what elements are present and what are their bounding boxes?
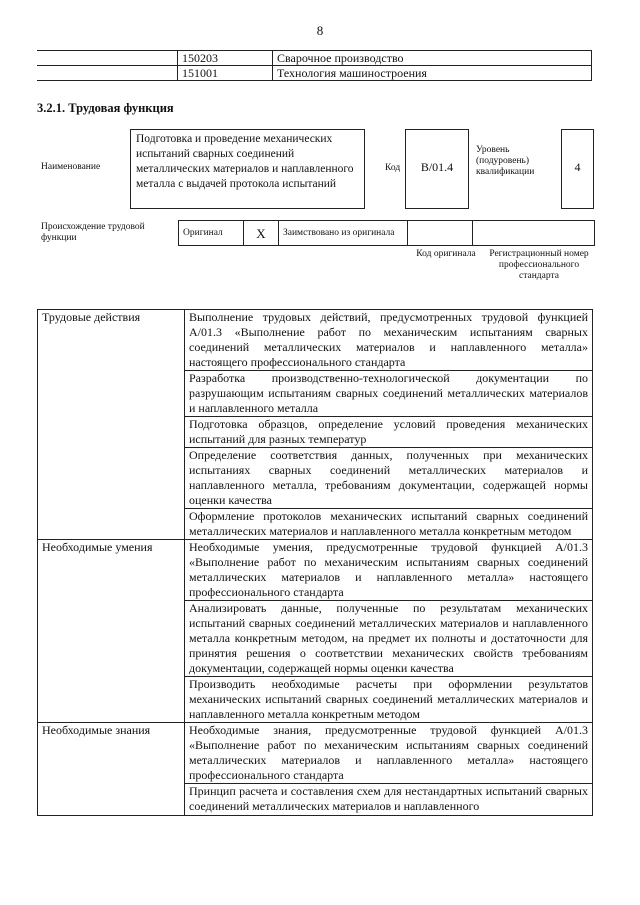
- origin-code-cell: [408, 221, 473, 246]
- level-label: Уровень (подуровень) квалификации: [476, 145, 535, 177]
- function-details-table: [37, 309, 593, 816]
- specialty-code: 150203: [178, 51, 273, 66]
- empty-cell: [37, 66, 178, 81]
- reg-number-label: Регистрационный номер профессионального стандарта: [489, 249, 589, 281]
- origin-table: [178, 220, 595, 246]
- table-row: [38, 723, 593, 784]
- function-name: Подготовка и проведение механических испытаний сварных соединений металлических материалов и наплавленного металла с выдачей протокола испытаний: [130, 129, 365, 209]
- list-item: Оформление протоколов механических испытаний сварных соединений металлических материалов и наплавленного металла конкретным методом: [185, 509, 593, 540]
- origin-label: Происхождение трудовой функции: [41, 222, 145, 243]
- code-label: Код: [385, 163, 401, 173]
- section-title: 3.2.1. Трудовая функция: [37, 101, 174, 115]
- row-header-knowledge: Необходимые знания: [38, 723, 185, 816]
- row-header-skills: Необходимые умения: [38, 540, 185, 723]
- list-item: Принцип расчета и составления схем для нестандартных испытаний сварных соединений металлических материалов и наплавленного: [185, 784, 593, 816]
- list-item: Выполнение трудовых действий, предусмотренных трудовой функцией А/01.3 «Выполнение работ по механическим испытаниям сварных соединений металлических материалов и наплавленного металла» настоящего профессионального стандарта: [185, 310, 593, 371]
- list-item: Определение соответствия данных, полученных при механических испытаниях сварных соединений металлических материалов и наплавленного металла, требованиям документации, содержащей нормы оценки качества: [185, 448, 593, 509]
- table-row: [37, 66, 592, 81]
- name-label: Наименование: [41, 162, 101, 172]
- table-row: [37, 51, 592, 66]
- table-row: [179, 221, 595, 246]
- function-code: B/01.4: [405, 129, 469, 209]
- table-row: [38, 310, 593, 371]
- original-label: Оригинал: [179, 221, 244, 246]
- specialty-code: 151001: [178, 66, 273, 81]
- list-item: Необходимые знания, предусмотренные трудовой функцией А/01.3 «Выполнение работ по механическим испытаниям сварных соединений металлических материалов и наплавленного металла» настоящего профессионального стандарта: [185, 723, 593, 784]
- page-number: 8: [316, 23, 324, 38]
- specialty-name: Технология машиностроения: [273, 66, 592, 81]
- list-item: Необходимые умения, предусмотренные трудовой функцией А/01.3 «Выполнение работ по механическим испытаниям сварных соединений металлических материалов и наплавленного металла» настоящего профессионального стандарта: [185, 540, 593, 601]
- origin-code-label: Код оригинала: [416, 249, 476, 259]
- borrowed-label: Заимствовано из оригинала: [279, 221, 408, 246]
- row-header-actions: Трудовые действия: [38, 310, 185, 540]
- reg-number-cell: [473, 221, 595, 246]
- table-row: [38, 540, 593, 601]
- list-item: Разработка производственно-технологической документации по разрушающим испытаниям сварных соединений металлических материалов и наплавленного металла: [185, 371, 593, 417]
- specialty-name: Сварочное производство: [273, 51, 592, 66]
- qualification-level: 4: [561, 129, 594, 209]
- empty-cell: [37, 51, 178, 66]
- specialty-codes-table: [37, 50, 592, 81]
- list-item: Анализировать данные, полученные по результатам механических испытаний сварных соединений металлических материалов и наплавленного металла конкретным методом, на предмет их полноты и достаточности для принятия решения о соответствии механических свойств требованиям документации, содержащей нормы оценки качества: [185, 601, 593, 677]
- original-mark: X: [244, 221, 279, 246]
- list-item: Производить необходимые расчеты при оформлении результатов механических испытаний сварных соединений металлических материалов и наплавленного металла конкретным методом: [185, 677, 593, 723]
- list-item: Подготовка образцов, определение условий проведения механических испытаний для разных температур: [185, 417, 593, 448]
